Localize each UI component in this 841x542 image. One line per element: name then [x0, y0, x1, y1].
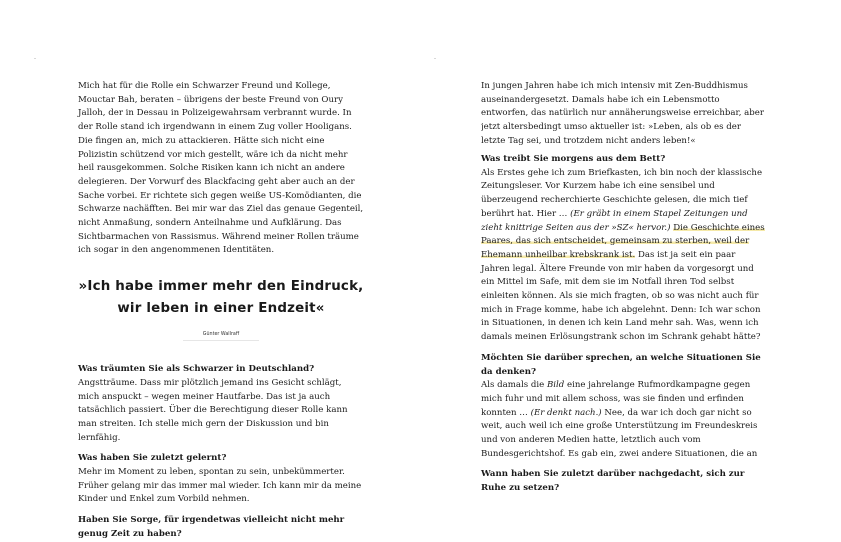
answer-text: Als Erstes gehe ich zum Briefkasten, ich bin noch der klassische Zeitungsleser. Vor Kurzem habe ich eine sensibel und überzeugend recherchierte Geschichte gelesen, die mich tief berührt hat. Hier … [481, 167, 763, 219]
answer-text: Das ist ja seit ein paar Jahren legal. Ältere Freunde von mir haben da vorgesorgt und ein Mittel im Safe, mit dem sie im Notfall ihren Tod selbst einleiten können. Als sie mich fragten, ob so was nicht auch für mich in Frage komme, habe ich abgelehnt. Denn: Ich war schon in Situationen, in denen ich kein Land mehr sah. Was, wenn ich damals meinen Erlösungstrank schon im Schrank gehabt hätte? [481, 249, 761, 343]
question-heading: Was treibt Sie morgens aus dem Bett? [481, 154, 666, 164]
stage-direction: (Er gräbt in einem Stapel Zeitungen und zieht knittrige Seiten aus der »SZ« hervor.) [481, 208, 748, 233]
question-heading: Möchten Sie darüber sprechen, an welche Situationen Sie da denken? [481, 352, 761, 377]
answer-paragraph [481, 167, 766, 345]
answer-paragraph [481, 379, 766, 459]
question-heading: Haben Sie Sorge, für irgendetwas vielleicht nicht mehr genug Zeit zu haben? [78, 515, 345, 539]
intro-paragraph: In jungen Jahren habe ich mich intensiv mit Zen-Buddhismus auseinandergesetzt. Damals habe ich ein Lebensmotto entworfen, das natürlich nur annäherungsweise erreichbar, aber jetzt altersbedingt umso aktueller ist: »Leben, als ob es der letzte Tag sei, und trotzdem nicht anders leben!« [481, 81, 764, 146]
intro-paragraph: Mich hat für die Rolle ein Schwarzer Freund und Kollege, Mouctar Bah, beraten – übrigens der beste Freund von Oury Jalloh, der in Dessau in Polizeigewahrsam verbrannt wurde. In der Rolle stand ich irgendwann in einem Zug voller Hooligans. Die fingen an, mich zu attackieren. Hätte sich nicht eine Polizistin schützend vor mich gestellt, wäre ich da nicht mehr heil rausgekommen. Solche Risiken kann ich nicht an andere delegieren. Der Vorwurf des Blackfacing geht aber auch an der Sache vorbei. Er richtete sich gegen weiße US-Komödianten, die Schwarze nachäfften. Bei mir war das Ziel das genaue Gegenteil, nicht Anmaßung, sondern Anteilnahme und Aufklärung. Das Sichtbarmachen von Rassismus. Während meiner Rollen träume ich sogar in den angenommenen Identitäten. [78, 81, 364, 256]
answer-text: Nee, da war ich doch gar nicht so weit, auch weil ich eine große Unterstützung im Freundeskreis und von anderen Medien hatte, letztlich auch vom Bundesgerichtshof. Es gab ein, zwei andere Situationen, die an [481, 407, 758, 459]
question-heading: Was träumten Sie als Schwarzer in Deutschland? [78, 364, 315, 375]
pull-quote-line-1: »Ich habe immer mehr den Eindruck, [78, 279, 364, 295]
answer-paragraph: Mehr im Moment zu leben, spontan zu sein, unbekümmerter. Früher gelang mir das immer mal wieder. Ich kann mir da meine Kinder und Enkel zum Vorbild nehmen. [78, 467, 362, 505]
answer-text: Als damals die [481, 380, 547, 391]
stage-direction: (Er denkt nach.) [530, 407, 602, 418]
right-column [481, 80, 766, 496]
highlighted-text: Die Geschichte eines Paares, das sich entscheidet, gemeinsam zu sterben, weil der Ehemann unheilbar krebskrank ist. [481, 222, 765, 260]
answer-paragraph: Angstträume. Dass mir plötzlich jemand ins Gesicht schlägt, mich anspuckt – wegen meiner Hautfarbe. Das ist ja auch tatsächlich passiert. Über die Berechtigung dieser Rolle kann man streiten. Ich stelle mich gern der Diskussion und bin lernfähig. [78, 377, 348, 443]
pull-quote-author: Günter Wallraff [183, 331, 259, 341]
pull-quote [78, 276, 364, 341]
page-mark [34, 58, 36, 59]
answer-text: eine jahrelange Rufmordkampagne gegen mich fuhr und mit allem schoss, was sie finden und erfinden konnten … [481, 380, 751, 418]
left-column [78, 80, 364, 542]
publication-name: Bild [546, 380, 565, 391]
pull-quote-line-2: wir leben in einer Endzeit« [117, 301, 325, 317]
page-mark [434, 58, 436, 59]
question-heading: Wann haben Sie zuletzt darüber nachgedacht, sich zur Ruhe zu setzen? [481, 469, 745, 493]
question-heading: Was haben Sie zuletzt gelernt? [78, 453, 227, 464]
